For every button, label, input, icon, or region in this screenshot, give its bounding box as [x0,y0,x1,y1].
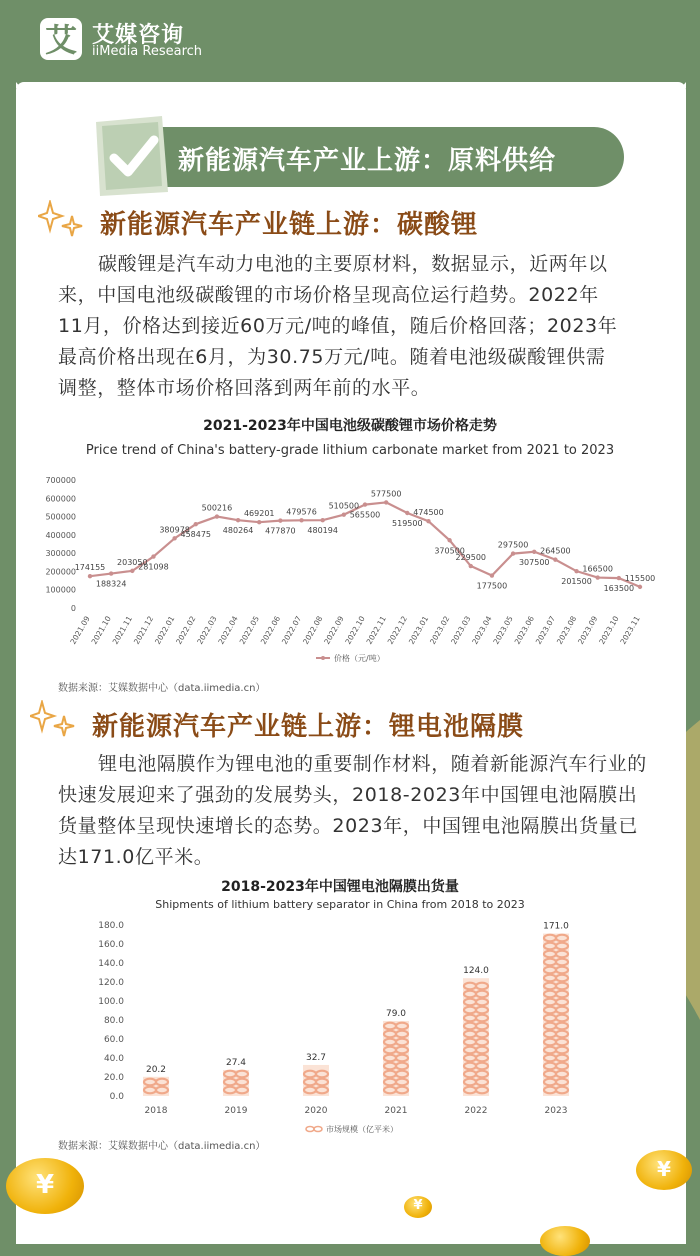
x-tick-label: 2022 [464,1106,488,1116]
x-tick-label: 2023.06 [512,614,536,646]
legend-marker [321,656,325,660]
x-tick-label: 2023.09 [576,614,600,646]
chart2-title: 2018-2023年中国锂电池隔膜出货量 [221,879,459,895]
data-label: 577500 [370,489,402,499]
y-tick-label: 600000 [45,494,76,504]
data-point [257,520,261,524]
y-tick-label: 400000 [45,530,76,540]
chart1-subtitle: Price trend of China's battery-grade lithium carbonate market from 2021 to 2023 [85,443,615,458]
x-tick-label: 2022.02 [174,614,198,646]
x-tick-label: 2020 [304,1106,328,1116]
x-tick-label: 2023.04 [470,614,494,646]
data-point [278,518,282,522]
x-tick-label: 2023.11 [618,614,642,646]
data-label: 477870 [265,526,296,536]
paragraph-line: 最高价格出现在6月，为30.75万元/吨。随着电池级碳酸锂供需 [58,346,606,368]
paragraph-line: 碳酸锂是汽车动力电池的主要原材料，数据显示，近两年以 [98,253,608,275]
data-label: 510500 [328,501,360,511]
coin-icon [540,1226,590,1256]
paragraph-line: 来，中国电池级碳酸锂的市场价格呈现高位运行趋势。2022年 [58,284,599,306]
y-tick-label: 60.0 [103,1035,124,1045]
data-point [469,564,473,568]
x-tick-label: 2021.11 [110,614,135,646]
data-label: 79.0 [385,1008,407,1019]
data-point [490,573,494,577]
data-label: 32.7 [305,1052,327,1063]
brand-logo [40,18,82,60]
data-point [151,554,155,558]
x-tick-label: 2021.10 [89,614,113,646]
y-tick-label: 40.0 [103,1054,124,1064]
data-point [342,512,346,516]
y-tick-label: 20.0 [103,1073,124,1083]
data-label: 474500 [413,508,444,518]
x-tick-label: 2021 [384,1106,408,1116]
data-label: 500216 [201,503,233,513]
data-point [532,550,536,554]
x-tick-label: 2023.07 [533,614,558,646]
paragraph-line: 达171.0亿平米。 [58,846,214,868]
bar-2020 [303,1065,329,1096]
x-tick-label: 2022.03 [195,614,219,646]
data-point [172,536,176,540]
y-tick-label: 120.0 [98,978,124,988]
bar-2023 [543,934,569,1096]
data-label: 171.0 [543,921,569,932]
data-label: 480194 [307,526,338,536]
x-tick-label: 2021.12 [131,614,156,646]
data-point [363,502,367,506]
y-tick-label: 160.0 [98,940,124,950]
data-point [553,557,557,561]
section2-paragraph [58,749,647,873]
section1-title: 新能源汽车产业链上游：碳酸锂 [100,210,479,240]
section1-paragraph [58,249,617,404]
data-point [320,518,324,522]
y-tick-label: 80.0 [103,1016,124,1026]
data-label: 370500 [434,546,465,556]
data-label: 519500 [392,519,423,529]
data-point [130,569,134,573]
data-point [447,538,451,542]
coin-icon: ¥ [404,1196,432,1218]
chart2-source: 数据来源：艾媒数据中心（data.iimedia.cn） [58,1141,266,1152]
x-tick-label: 2019 [224,1106,248,1116]
x-tick-label: 2023.03 [449,614,473,646]
y-tick-label: 180.0 [98,921,124,931]
data-point [236,518,240,522]
chart1-title: 2021-2023年中国电池级碳酸锂市场价格走势 [203,418,497,434]
data-label: 264500 [540,546,571,556]
x-tick-label: 2022.07 [279,614,304,646]
data-label: 565500 [349,510,381,520]
x-tick-label: 2023.05 [491,614,515,646]
data-label: 229500 [455,553,487,563]
paragraph-line: 调整，整体市场价格回落到两年前的水平。 [58,377,431,399]
data-point [88,574,92,578]
data-point [511,551,515,555]
y-tick-label: 140.0 [98,959,124,969]
data-point [574,569,578,573]
x-tick-label: 2022.06 [258,614,283,646]
card-zigzag-edge [16,78,686,88]
x-tick-label: 2023 [544,1106,568,1116]
x-tick-label: 2021.09 [68,614,92,646]
data-label: 27.4 [225,1057,247,1068]
data-label: 203050 [117,557,148,567]
data-point [405,511,409,515]
coin-icon: ¥ [6,1158,84,1214]
data-point [299,518,303,522]
bar-2019 [223,1070,249,1096]
x-tick-label: 2023.02 [428,614,452,646]
data-label: 480264 [222,526,254,536]
data-label: 166500 [582,564,613,574]
bar-2018 [143,1077,169,1096]
legend-label: 价格（元/吨） [334,654,385,663]
data-point [617,576,621,580]
data-point [194,522,198,526]
sparkle-icon [30,700,78,742]
data-label: 188324 [95,579,127,589]
data-label: 20.2 [145,1064,167,1075]
data-label: 479576 [286,507,317,517]
data-label: 458475 [180,530,212,540]
x-tick-label: 2022.12 [385,614,410,646]
chart2-subtitle: Shipments of lithium battery separator in China from 2018 to 2023 [155,898,525,911]
bar-2021 [383,1021,409,1096]
data-point [426,519,430,523]
data-label: 163500 [603,584,635,594]
coin-icon: ¥ [636,1150,692,1190]
y-tick-label: 300000 [45,549,76,559]
logo-glyph: 艾 [44,21,78,59]
data-label: 177500 [476,581,508,591]
data-label: 281098 [138,562,169,572]
y-tick-label: 0.0 [109,1092,124,1102]
data-label: 174155 [74,563,106,573]
x-tick-label: 2023.10 [597,614,621,646]
y-tick-label: 100000 [45,585,76,595]
legend-label: 市场规模（亿平米） [326,1125,398,1134]
y-tick-label: 0 [70,604,76,613]
legend-swatch [306,1127,314,1132]
x-tick-label: 2023.08 [554,614,579,646]
paragraph-line: 锂电池隔膜作为锂电池的重要制作材料，随着新能源汽车行业的 [98,753,647,775]
y-tick-label: 100.0 [98,997,124,1007]
data-label: 307500 [518,557,550,567]
x-tick-label: 2018 [144,1106,168,1116]
y-tick-label: 700000 [45,476,76,485]
bar-2022 [463,978,489,1096]
banner-title: 新能源汽车产业上游：原料供给 [178,146,557,176]
x-tick-label: 2023.01 [406,614,431,646]
data-point [109,571,113,575]
y-tick-label: 500000 [45,512,76,522]
legend-swatch [314,1127,322,1132]
brand-name-cn: 艾媒咨询 [92,23,185,48]
data-point [595,575,599,579]
checkmark-icon [92,114,172,198]
data-label: 380978 [159,525,190,535]
line-chart [0,465,700,675]
x-tick-label: 2022.05 [237,614,261,646]
brand-name-en: iiMedia Research [92,44,203,59]
y-tick-label: 200000 [45,567,76,577]
x-tick-label: 2022.10 [343,614,367,646]
x-tick-label: 2022.09 [322,614,346,646]
data-label: 297500 [497,540,529,550]
data-label: 124.0 [463,966,489,977]
paragraph-line: 快速发展迎来了强劲的发展势头，2018-2023年中国锂电池隔膜出 [58,784,638,806]
x-tick-label: 2022.04 [216,614,240,646]
x-tick-label: 2022.11 [364,614,388,646]
paragraph-line: 11月，价格达到接近60万元/吨的峰值，随后价格回落；2023年 [58,315,618,337]
bar-chart [0,910,700,1140]
x-tick-label: 2022.01 [153,614,177,646]
header-bar [0,0,700,84]
paragraph-line: 货量整体呈现快速增长的态势。2023年，中国锂电池隔膜出货量已 [58,815,638,837]
data-label: 201500 [561,577,592,587]
section2-title: 新能源汽车产业链上游：锂电池隔膜 [92,712,525,742]
x-tick-label: 2022.08 [301,614,325,646]
data-point [384,500,388,504]
data-label: 115500 [624,573,656,583]
data-label: 469201 [243,509,275,519]
data-point [215,514,219,518]
sparkle-icon [38,200,86,242]
data-point [638,585,642,589]
chart1-source: 数据来源：艾媒数据中心（data.iimedia.cn） [58,683,266,694]
